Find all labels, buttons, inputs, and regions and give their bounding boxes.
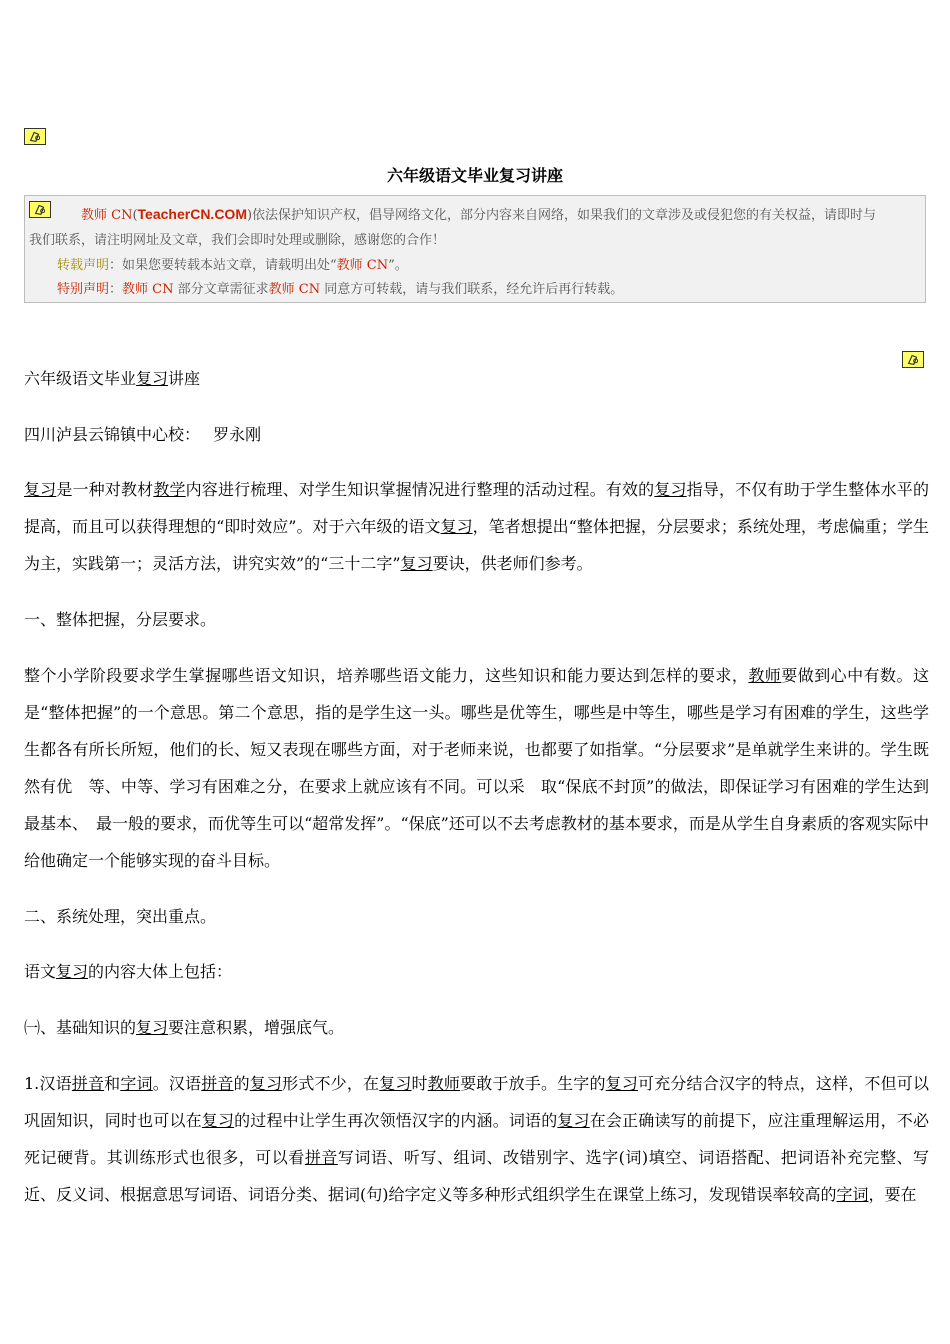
teaching-link[interactable]: 教学 (153, 480, 186, 499)
words-link[interactable]: 字词 (120, 1074, 153, 1093)
pinyin-link[interactable]: 拼音 (71, 1074, 105, 1093)
review-link[interactable]: 复习 (136, 369, 169, 388)
review-link[interactable]: 复习 (654, 480, 687, 499)
brand-url-link[interactable]: TeacherCN.COM (137, 206, 247, 222)
article-heading: 六年级语文毕业复习讲座 (24, 369, 201, 388)
special-brand-link-1[interactable]: 教师 CN (122, 282, 174, 297)
review-link[interactable]: 复习 (440, 517, 473, 536)
document-title: 六年级语文毕业复习讲座 (386, 166, 563, 185)
reprint-brand-link[interactable]: 教师 CN (336, 258, 389, 273)
review-link[interactable]: 复习 (56, 962, 89, 981)
special-statement: 特别声明：教师 CN 部分文章需征求教师 CN 同意方可转载，请与我们联系，经允许后再行转载。 (57, 282, 624, 297)
pinyin-link[interactable]: 拼音 (304, 1148, 338, 1167)
notice-line-2: 我们联系，请注明网址及文章，我们会即时处理或删除，感谢您的合作！ (29, 233, 446, 248)
document-icon (24, 128, 46, 145)
subsection-heading-1: ㈠、基础知识的复习要注意积累，增强底气。 (24, 1018, 345, 1037)
review-link[interactable]: 复习 (379, 1074, 412, 1093)
paragraph-pinyin-words: 1.汉语拼音和字词。汉语拼音的复习形式不少，在复习时教师要敢于放手。生字的复习可充分结合汉字的特点，这样，不但可以巩固知识，同时也可以在复习的过程中让学生再次领悟汉字的内涵。词语的复习在会正确读写的前提下，应注重理解运用，不必死记硬背。其训练形式也很多，可以看拼音写词语、听写、组词、改错别字、选字(词)填空、词语搭配、把词语补充完整、写近、反义词、根据意思写词语、词语分类、据词(句)给字定义等多种形式组织学生在课堂上练习，发现错误率较高的字词，要在 (24, 1074, 929, 1204)
review-link[interactable]: 复习 (249, 1074, 283, 1093)
teacher-link[interactable]: 教师 (427, 1074, 461, 1093)
paragraph-intro: 复习是一种对教材教学内容进行梳理、对学生知识掌握情况进行整理的活动过程。有效的复习指导，不仅有助于学生整体水平的提高，而且可以获得理想的“即时效应”。对于六年级的语文复习，笔者想提出“整体把握，分层要求；系统处理，考虑偏重；学生为主，实践第一；灵活方法，讲究实效”的“三十二字”复习要诀，供老师们参考。 (24, 480, 929, 573)
author-line: 四川泸县云锦镇中心校： 罗永刚 (24, 425, 262, 444)
reprint-label: 转载声明 (57, 258, 110, 273)
words-link[interactable]: 字词 (836, 1185, 869, 1204)
review-link[interactable]: 复习 (557, 1111, 590, 1130)
review-link[interactable]: 复习 (201, 1111, 235, 1130)
notice-icon (29, 201, 51, 218)
reprint-statement: 转载声明：如果您要转载本站文章，请载明出处“教师 CN”。 (57, 258, 408, 273)
copyright-notice-box (24, 195, 926, 303)
review-link[interactable]: 复习 (605, 1074, 639, 1093)
notice-line-1: 教师 CN(TeacherCN.COM)依法保护知识产权，倡导网络文化，部分内容来自网络，如果我们的文章涉及或侵犯您的有关权益，请即时与 (81, 206, 877, 223)
teacher-link[interactable]: 教师 (748, 666, 782, 685)
review-link[interactable]: 复习 (24, 480, 57, 499)
special-label: 特别声明 (57, 282, 110, 297)
section-heading-2: 二、系统处理，突出重点。 (24, 907, 217, 926)
paragraph-contents: 语文复习的内容大体上包括： (24, 962, 233, 981)
section-heading-1: 一、整体把握，分层要求。 (24, 610, 217, 629)
paragraph-overall: 整个小学阶段要求学生掌握哪些语文知识，培养哪些语文能力，这些知识和能力要达到怎样的要求，教师要做到心中有数。这是“整体把握”的一个意思。第二个意思，指的是学生这一头。哪些是优等生，哪些是中等生，哪些是学习有困难的学生，这些学生都各有所长所短，他们的长、短又表现在哪些方面，对于老师来说，也都要了如指掌。“分层要求”是单就学生来讲的。学生既然有优 等、中等、学习有困难之分，在要求上就应该有不同。可以采 取“保底不封顶”的做法，即保证学习有困难的学生达到最基本、 最一般的要求，而优等生可以“超常发挥”。“保底”还可以不去考虑教材的基本要求，而是从学生自身素质的客观实际中给他确定一个能够实现的奋斗目标。 (24, 666, 929, 870)
pinyin-link[interactable]: 拼音 (201, 1074, 234, 1093)
review-link[interactable]: 复习 (400, 554, 433, 573)
review-link[interactable]: 复习 (136, 1018, 169, 1037)
brand-cn-link[interactable]: 教师 CN (81, 208, 133, 223)
special-brand-link-2[interactable]: 教师 CN (268, 282, 321, 297)
